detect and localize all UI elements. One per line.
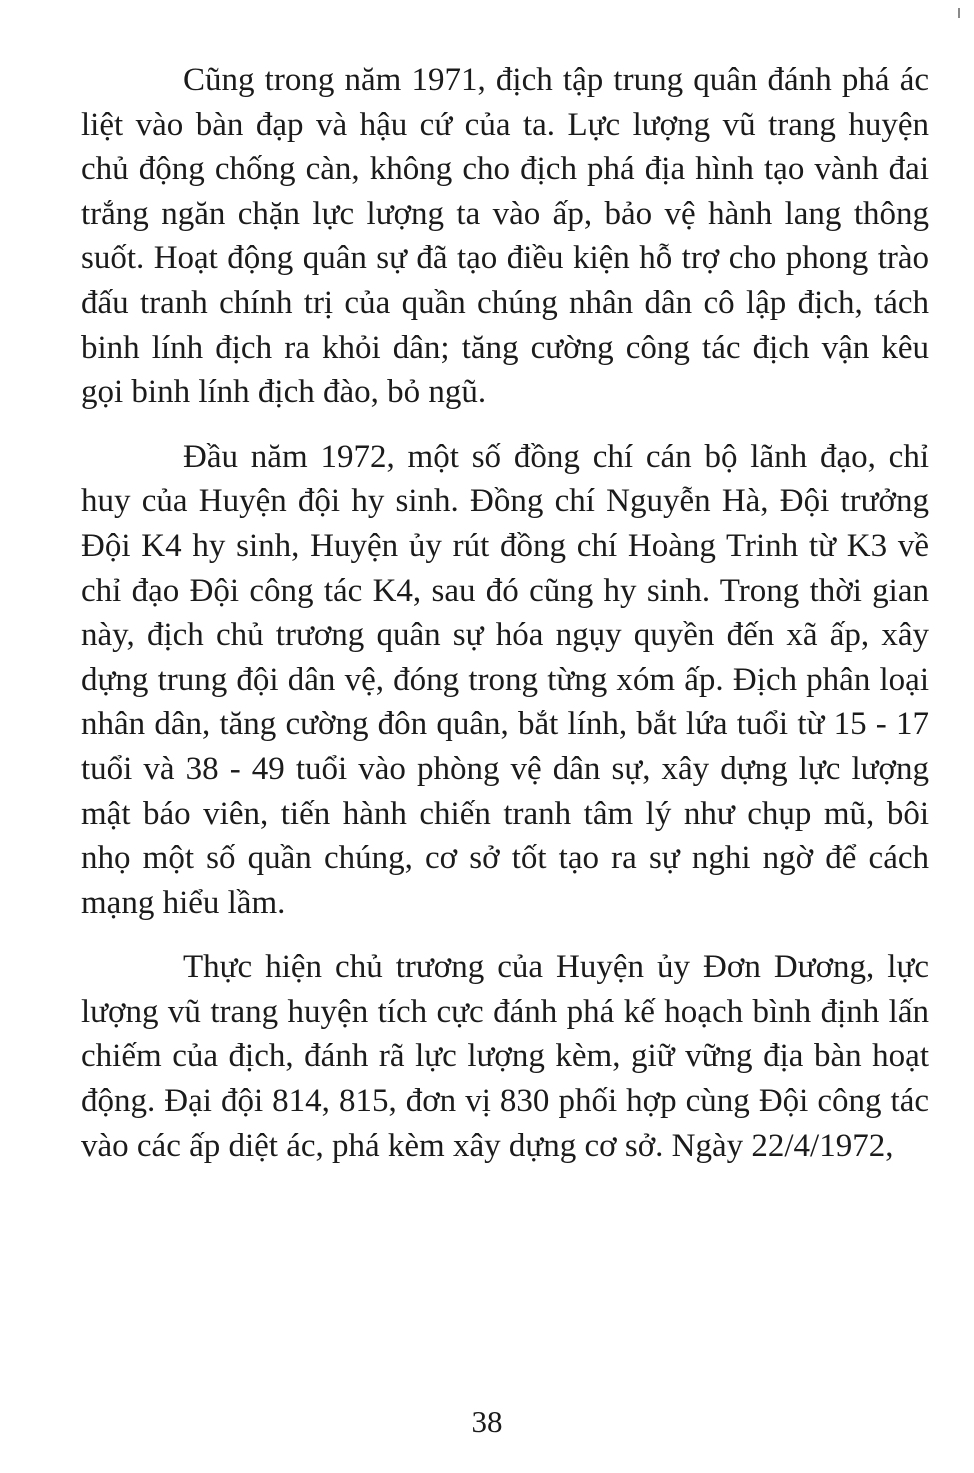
page-body <box>81 58 929 1188</box>
scan-edge-mark <box>958 8 960 18</box>
paragraph-1: Cũng trong năm 1971, địch tập trung quân đánh phá ác liệt vào bàn đạp và hậu cứ của ta. Lực lượng vũ trang huyện chủ động chống càn, không cho địch phá địa hình tạo vành đai trắng ngăn chặn lực lượng ta vào ấp, bảo vệ hành lang thông suốt. Hoạt động quân sự đã tạo điều kiện hỗ trợ cho phong trào đấu tranh chính trị của quần chúng nhân dân cô lập địch, tách binh lính địch ra khỏi dân; tăng cường công tác địch vận kêu gọi binh lính địch đào, bỏ ngũ. <box>81 62 929 411</box>
paragraph-2: Đầu năm 1972, một số đồng chí cán bộ lãnh đạo, chỉ huy của Huyện đội hy sinh. Đồng chí Nguyễn Hà, Đội trưởng Đội K4 hy sinh, Huyện ủy rút đồng chí Hoàng Trinh từ K3 về chỉ đạo Đội công tác K4, sau đó cũng hy sinh. Trong thời gian này, địch chủ trương quân sự hóa ngụy quyền đến xã ấp, xây dựng trung đội dân vệ, đóng trong từng xóm ấp. Địch phân loại nhân dân, tăng cường đôn quân, bắt lính, bắt lứa tuổi từ 15 - 17 tuổi và 38 - 49 tuổi vào phòng vệ dân sự, xây dựng lực lượng mật báo viên, tiến hành chiến tranh tâm lý như chụp mũ, bôi nhọ một số quần chúng, cơ sở tốt tạo ra sự nghi ngờ để cách mạng hiểu lầm. <box>81 438 929 921</box>
paragraph-3: Thực hiện chủ trương của Huyện ủy Đơn Dương, lực lượng vũ trang huyện tích cực đánh phá kế hoạch bình định lấn chiếm của địch, đánh rã lực lượng kèm, giữ vững địa bàn hoạt động. Đại đội 814, 815, đơn vị 830 phối hợp cùng Đội công tác vào các ấp diệt ác, phá kèm xây dựng cơ sở. Ngày 22/4/1972, <box>81 949 929 1164</box>
page-number: 38 <box>471 1404 503 1439</box>
